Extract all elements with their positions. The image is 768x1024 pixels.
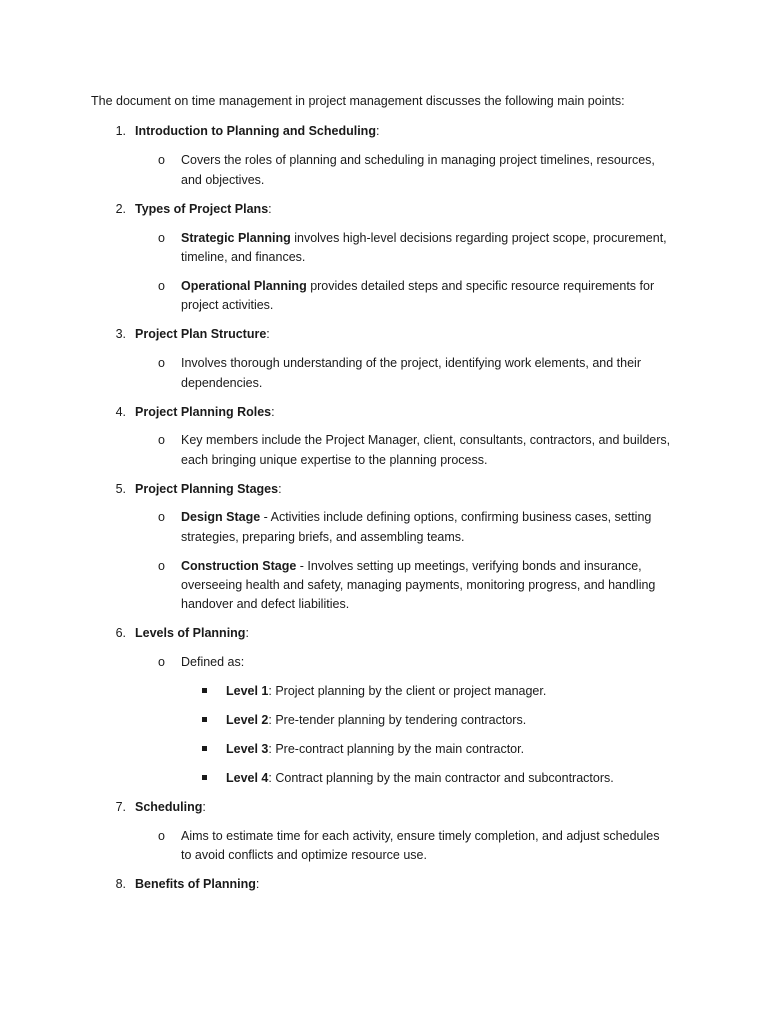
bullet-description: involves high-level decisions regarding project scope, procurement,	[290, 231, 667, 245]
bullet-text	[181, 509, 651, 525]
bullet-text-continued: each bringing unique expertise to the planning process.	[181, 453, 488, 467]
bullet-term: Operational Planning	[181, 279, 307, 293]
level-label: Level 3	[226, 742, 269, 756]
section-title: Scheduling	[135, 800, 203, 814]
section-number: 8.	[115, 877, 126, 891]
section-title: Project Planning Roles	[135, 405, 272, 419]
bullet-text: Key members include the Project Manager, client, consultants, contractors, and builders,	[181, 433, 671, 447]
heading-colon: :	[278, 482, 282, 496]
bullet-text-continued: dependencies.	[181, 376, 263, 390]
level-label: Level 4	[226, 771, 269, 785]
bullet-description: - Activities include defining options, confirming business cases, setting	[260, 510, 652, 524]
bullet-text-continued: handover and defect liabilities.	[181, 597, 350, 611]
bullet-text-continued: timeline, and finances.	[181, 250, 306, 264]
heading-colon: :	[266, 327, 270, 341]
section-heading	[135, 404, 275, 420]
section-heading	[135, 876, 259, 892]
level-label: Level 2	[226, 713, 269, 727]
level-description: : Contract planning by the main contractor and subcontractors.	[268, 771, 614, 785]
bullet-term: Construction Stage	[181, 559, 297, 573]
section-number: 2.	[115, 202, 126, 216]
bullet-text-continued: and objectives.	[181, 173, 265, 187]
bullet-marker: o	[158, 433, 165, 447]
square-bullet-icon	[202, 746, 207, 751]
level-label: Level 1	[226, 684, 269, 698]
section-title: Project Planning Stages	[135, 482, 279, 496]
heading-colon: :	[268, 202, 272, 216]
bullet-text: Covers the roles of planning and scheduling in managing project timelines, resources,	[181, 153, 655, 167]
heading-colon: :	[255, 877, 260, 891]
bullet-marker: o	[158, 231, 165, 245]
heading-colon: :	[202, 800, 206, 814]
heading-colon: :	[271, 405, 275, 419]
bullet-text	[181, 230, 667, 246]
bullet-text: Defined as:	[181, 655, 245, 669]
bullet-description: - Involves setting up meetings, verifying bonds and insurance,	[296, 559, 642, 573]
level-item	[226, 683, 546, 699]
section-heading	[135, 625, 249, 641]
intro-paragraph: The document on time management in project management discusses the following main points:	[91, 94, 625, 108]
square-bullet-icon	[202, 775, 207, 780]
bullet-text	[181, 278, 654, 294]
bullet-text-continued: strategies, preparing briefs, and assembling teams.	[181, 530, 465, 544]
level-item	[226, 770, 614, 786]
bullet-description: provides detailed steps and specific resource requirements for	[306, 279, 655, 293]
heading-colon: :	[245, 626, 249, 640]
bullet-text: Involves thorough understanding of the project, identifying work elements, and their	[181, 356, 641, 370]
level-description: : Pre-contract planning by the main contractor.	[268, 742, 525, 756]
square-bullet-icon	[202, 717, 207, 722]
bullet-text-continued: overseeing health and safety, managing payments, monitoring progress, and handling	[181, 578, 656, 592]
section-title: Introduction to Planning and Scheduling	[135, 124, 376, 138]
section-heading	[135, 799, 206, 815]
level-item	[226, 712, 526, 728]
section-title: Levels of Planning	[135, 626, 246, 640]
bullet-marker: o	[158, 279, 165, 293]
section-title: Benefits of Planning	[135, 877, 256, 891]
bullet-marker: o	[158, 655, 165, 669]
section-heading	[135, 481, 282, 497]
bullet-text: Aims to estimate time for each activity, ensure timely completion, and adjust schedules	[181, 829, 660, 843]
bullet-marker: o	[158, 559, 165, 573]
square-bullet-icon	[202, 688, 207, 693]
section-number: 1.	[115, 124, 126, 138]
section-number: 7.	[115, 800, 126, 814]
bullet-text-continued: to avoid conflicts and optimize resource use.	[181, 848, 427, 862]
section-number: 3.	[115, 327, 126, 341]
section-number: 4.	[115, 405, 126, 419]
bullet-text	[181, 558, 642, 574]
level-item	[226, 741, 524, 757]
section-number: 5.	[115, 482, 126, 496]
section-number: 6.	[115, 626, 126, 640]
section-heading	[135, 326, 270, 342]
level-description: : Pre-tender planning by tendering contractors.	[268, 713, 527, 727]
section-heading	[135, 201, 272, 217]
bullet-marker: o	[158, 153, 165, 167]
section-heading	[135, 123, 379, 139]
section-title: Types of Project Plans	[135, 202, 269, 216]
heading-colon: :	[375, 124, 380, 138]
bullet-term: Design Stage	[181, 510, 261, 524]
bullet-marker: o	[158, 356, 165, 370]
bullet-marker: o	[158, 829, 165, 843]
bullet-marker: o	[158, 510, 165, 524]
level-description: : Project planning by the client or project manager.	[268, 684, 547, 698]
bullet-term: Strategic Planning	[181, 231, 291, 245]
section-title: Project Plan Structure	[135, 327, 267, 341]
bullet-text-continued: project activities.	[181, 298, 274, 312]
